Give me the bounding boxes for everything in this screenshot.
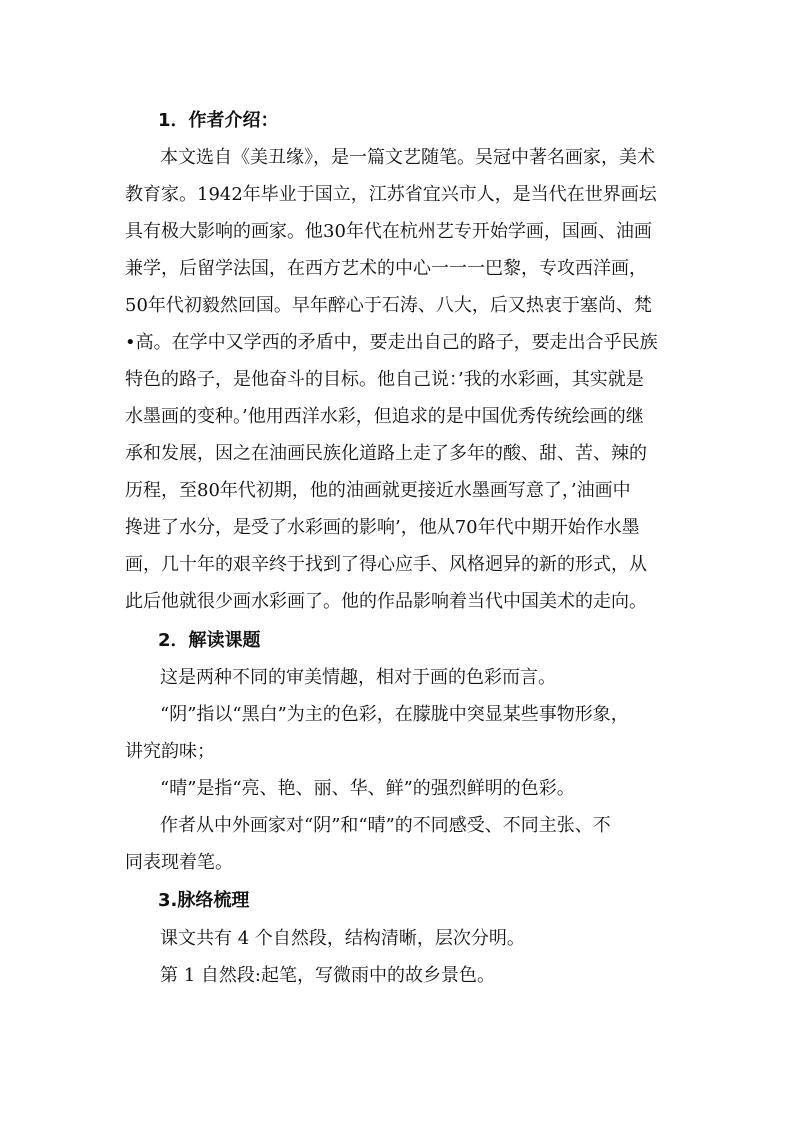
- paragraph-line: “阴”指以“黑白”为主的色彩，在朦胧中突显某些事物形象，: [160, 704, 629, 725]
- section-heading-author: 1．作者介绍：: [158, 110, 279, 131]
- paragraph-line: 此后他就很少画水彩画了。他的作品影响着当代中国美术的走向。: [125, 591, 647, 612]
- paragraph-line: 兼学，后留学法国，在西方艺术的中心一一一巴黎，专攻西洋画，: [125, 258, 647, 279]
- paragraph-line: •高。在学中又学西的矛盾中，要走出自己的路子，要走出合乎民族: [125, 332, 658, 353]
- paragraph-line: 教育家。1942年毕业于国立，江苏省宜兴市人，是当代在世界画坛: [125, 184, 657, 205]
- paragraph-line: 作者从中外画家对“阴”和“晴”的不同感受、不同主张、不: [160, 815, 611, 836]
- paragraph-line: 50年代初毅然回国。早年醉心于石涛、八大，后又热衷于塞尚、梵: [125, 295, 652, 316]
- paragraph-line: 第 1 自然段:起笔，写微雨中的故乡景色。: [160, 965, 495, 986]
- paragraph-line: 本文选自《美丑缘》，是一篇文艺随笔。吴冠中著名画家，美术: [160, 147, 655, 168]
- section-heading-title: 2．解读课题: [158, 630, 261, 651]
- paragraph-line: 水墨画的变种。’他用西洋水彩，但追求的是中国优秀传统绘画的继: [125, 406, 644, 427]
- paragraph-line: 具有极大影响的画家。他30年代在杭州艺专开始学画，国画、油画: [125, 221, 652, 242]
- paragraph-line: 讲究韵味；: [125, 741, 215, 762]
- paragraph-line: 课文共有 4 个自然段，结构清晰，层次分明。: [160, 928, 525, 949]
- paragraph-line: “晴”是指“亮、艳、丽、华、鲜”的强烈鲜明的色彩。: [160, 778, 575, 799]
- paragraph-line: 历程，至80年代初期，他的油画就更接近水墨画写意了，’油画中: [125, 480, 631, 501]
- section-heading-structure: 3.脉络梳理: [158, 890, 250, 911]
- paragraph-line: 同表现着笔。: [125, 852, 233, 873]
- paragraph-line: 特色的路子，是他奋斗的目标。他自己说：’我的水彩画，其实就是: [125, 369, 644, 390]
- paragraph-line: 承和发展，因之在油画民族化道路上走了多年的酸、甜、苦、辣的: [125, 443, 647, 464]
- paragraph-line: 画，几十年的艰辛终于找到了得心应手、风格迥异的新的形式，从: [125, 554, 647, 575]
- paragraph-line: 搀进了水分，是受了水彩画的影响’，他从70年代中期开始作水墨: [125, 517, 640, 538]
- paragraph-line: 这是两种不同的审美情趣，相对于画的色彩而言。: [160, 667, 556, 688]
